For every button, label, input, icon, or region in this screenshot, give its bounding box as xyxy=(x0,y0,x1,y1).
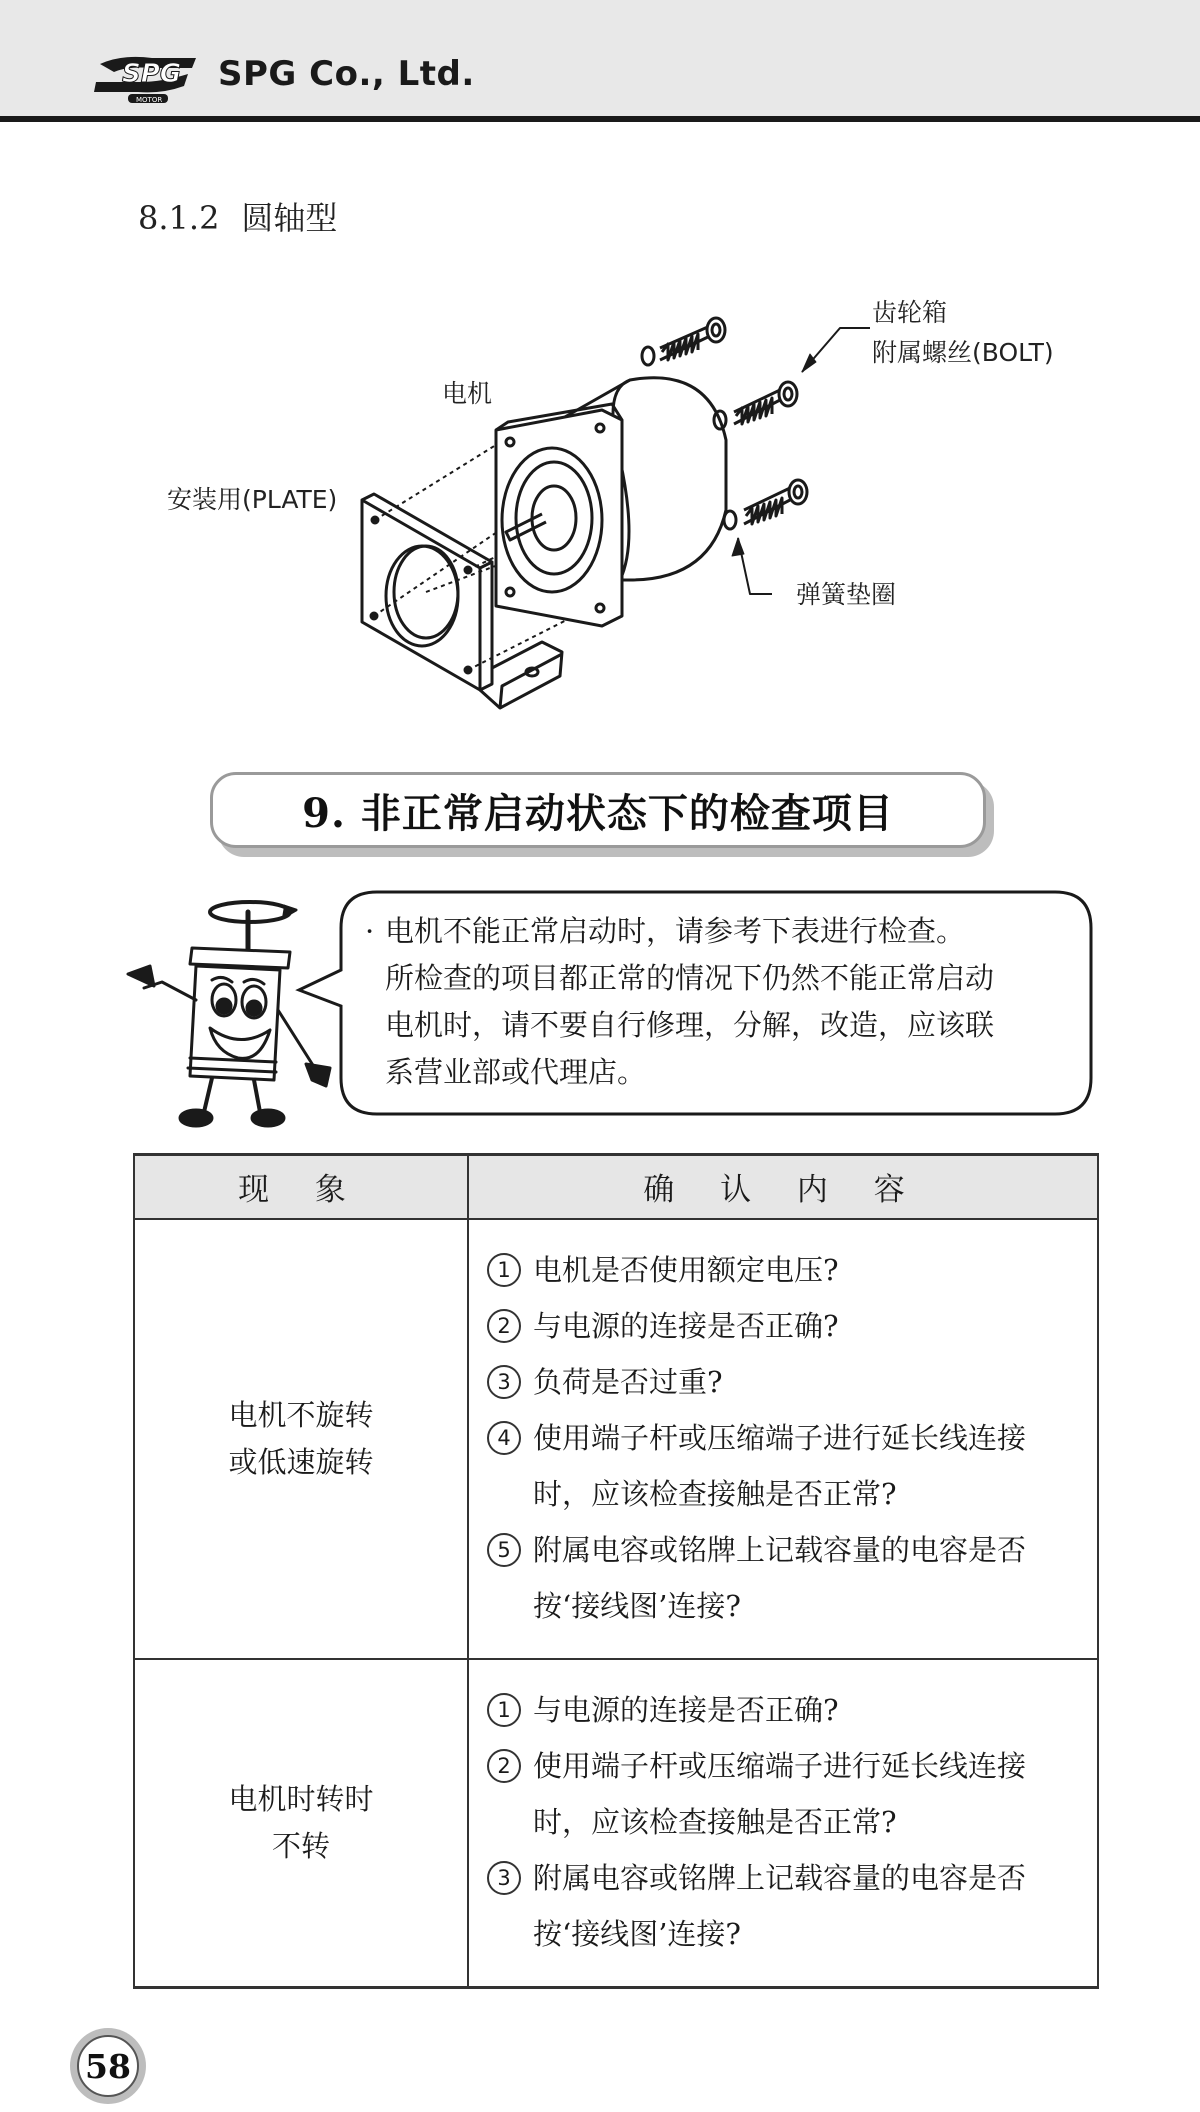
motor-drawing xyxy=(496,378,726,626)
label-plate: 安装用(PLATE) xyxy=(167,485,338,514)
spg-logo-icon xyxy=(92,52,204,104)
table-row xyxy=(134,1219,1098,1659)
circled-number: 5 xyxy=(487,1533,521,1567)
check-item: 4 使用端子杆或压缩端子进行延长线连接时，应该检查接触是否正常? xyxy=(487,1410,1069,1522)
bubble-line: · 电机不能正常启动时，请参考下表进行检查。 xyxy=(385,908,1085,955)
label-washer: 弹簧垫圈 xyxy=(796,580,897,609)
check-item: 1 与电源的连接是否正确? xyxy=(487,1682,1069,1738)
label-bolt: 附属螺丝(BOLT) xyxy=(872,338,1054,367)
bubble-line: 所检查的项目都正常的情况下仍然不能正常启动 xyxy=(385,961,995,995)
bubble-line: 电机时，请不要自行修理，分解，改造，应该联 xyxy=(385,1008,995,1042)
circled-number: 4 xyxy=(487,1421,521,1455)
check-items-heading xyxy=(210,772,990,854)
table-header-row xyxy=(134,1155,1098,1219)
table-row xyxy=(134,1659,1098,1988)
circled-number: 1 xyxy=(487,1253,521,1287)
svg-text:MOTOR: MOTOR xyxy=(136,96,163,104)
circled-number: 1 xyxy=(487,1693,521,1727)
company-name: SPG Co., Ltd. xyxy=(218,54,475,94)
section-title xyxy=(138,193,337,239)
section-number: 8.1.2 xyxy=(138,199,220,237)
label-motor: 电机 xyxy=(442,379,493,408)
svg-text:SPG: SPG xyxy=(122,59,182,89)
circled-number: 2 xyxy=(487,1749,521,1783)
circled-number: 2 xyxy=(487,1309,521,1343)
check-items-cell xyxy=(468,1659,1098,1988)
label-gearbox: 齿轮箱 xyxy=(872,298,948,327)
check-item: 5 附属电容或铭牌上记载容量的电容是否按‘接线图’连接? xyxy=(487,1522,1069,1634)
check-item: 2 使用端子杆或压缩端子进行延长线连接时，应该检查接触是否正常? xyxy=(487,1738,1069,1850)
check-table xyxy=(133,1153,1099,1989)
circled-number: 3 xyxy=(487,1861,521,1895)
check-item: 3 负荷是否过重? xyxy=(487,1354,1069,1410)
phenomenon-cell: 电机不旋转 或低速旋转 xyxy=(134,1219,468,1659)
phenomenon-cell: 电机时转时 不转 xyxy=(134,1659,468,1988)
heading-text: 9. 非正常启动状态下的检查项目 xyxy=(302,789,894,837)
section-title-text: 圆轴型 xyxy=(241,199,338,237)
page-number: 58 xyxy=(77,2035,139,2097)
circled-number: 3 xyxy=(487,1365,521,1399)
check-item: 3 附属电容或铭牌上记载容量的电容是否按‘接线图’连接? xyxy=(487,1850,1069,1962)
check-item: 2 与电源的连接是否正确? xyxy=(487,1298,1069,1354)
bullet: · xyxy=(365,914,375,948)
check-item: 1 电机是否使用额定电压? xyxy=(487,1242,1069,1298)
header-phenomenon: 现 象 xyxy=(134,1155,468,1219)
page-number-badge xyxy=(70,2028,146,2104)
page-header xyxy=(0,0,1200,122)
bubble-line: 系营业部或代理店。 xyxy=(385,1055,647,1089)
bubble-text xyxy=(365,908,1085,1096)
motor-assembly-diagram xyxy=(150,280,1110,730)
header-check-content: 确 认 内 容 xyxy=(468,1155,1098,1219)
heading-box xyxy=(210,772,986,848)
check-items-cell xyxy=(468,1219,1098,1659)
